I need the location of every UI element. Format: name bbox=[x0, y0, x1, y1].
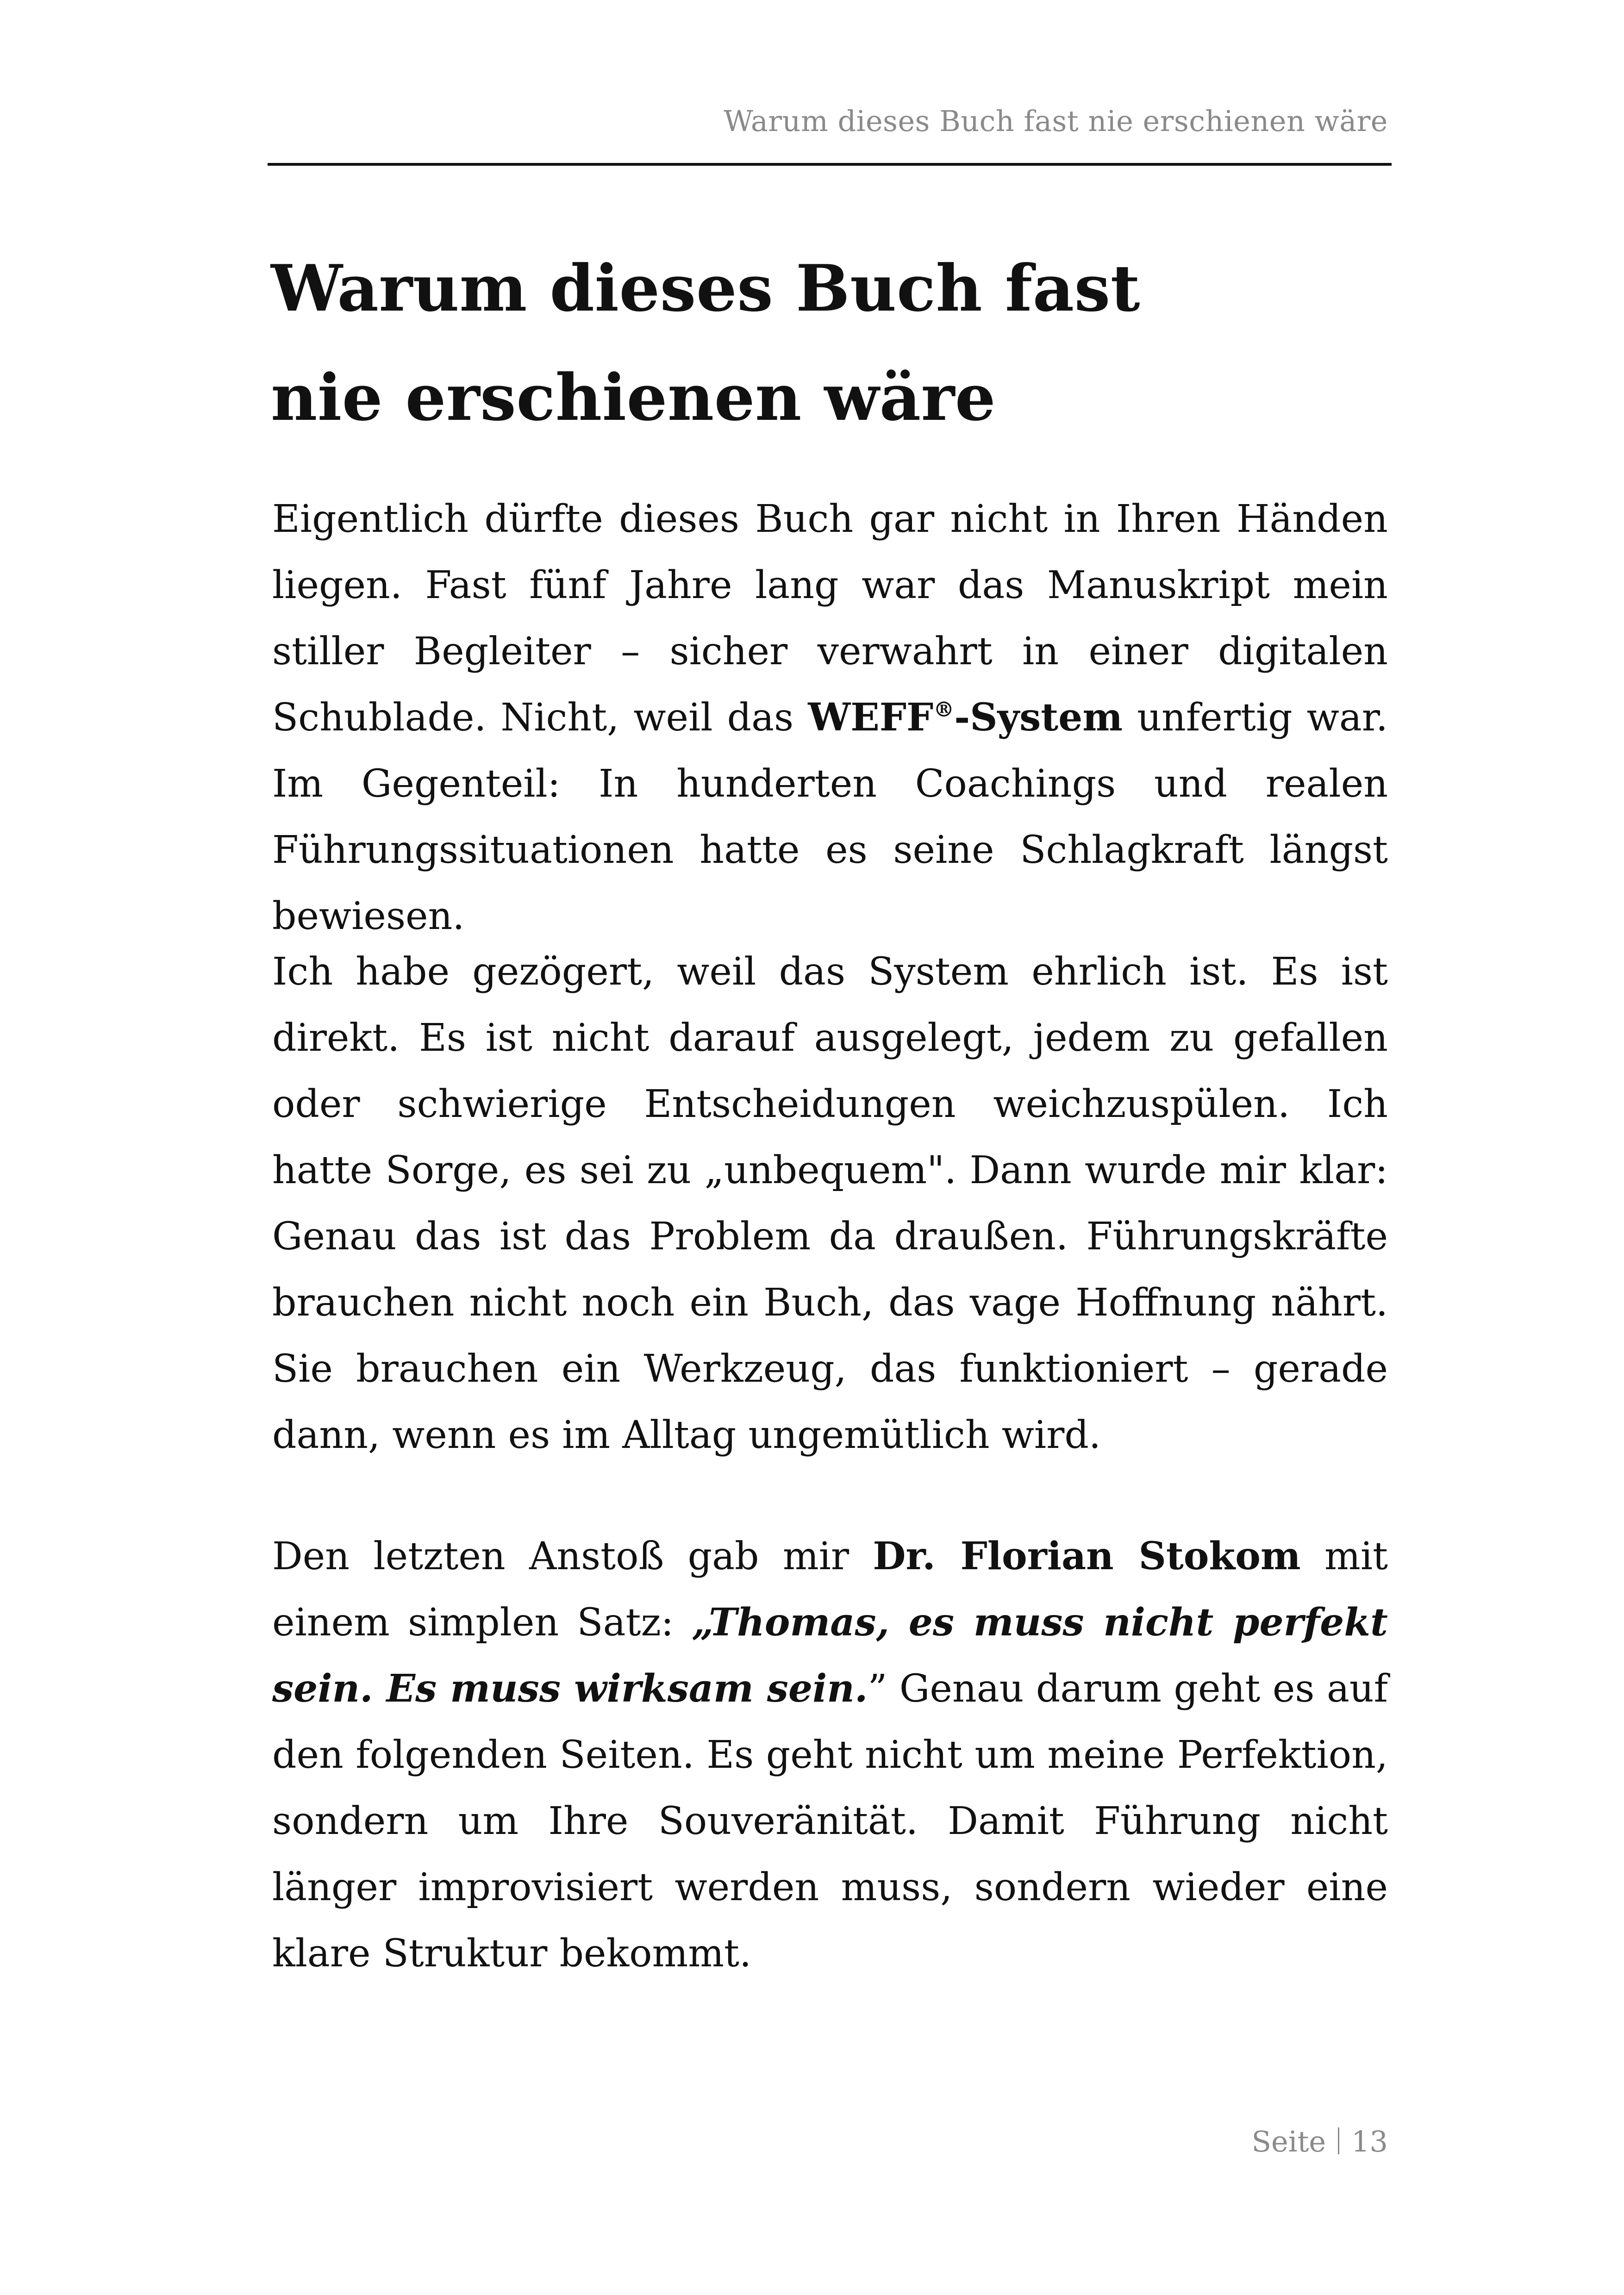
running-header: Warum dieses Buch fast nie erschienen wäre bbox=[724, 104, 1388, 138]
paragraph-3 bbox=[272, 1523, 1388, 1987]
brand-suffix: -System bbox=[954, 695, 1123, 740]
paragraph-2: Ich habe gezögert, weil das System ehrlich ist. Es ist direkt. Es ist nicht darauf ausgelegt, jedem zu gefallen oder schwierige Entscheidungen weichzuspülen. Ich hatte Sorge, es sei zu „unbequem". Dann wurde mir klar: Genau das ist das Problem da draußen. Führungskräfte brauchen nicht noch ein Buch, das vage Hoffnung nährt. Sie brauchen ein Werkzeug, das funktioniert – gerade dann, wenn es im Alltag ungemütlich wird. bbox=[272, 950, 1388, 1457]
paragraph-1-rest: unfertig war. Im Gegenteil: In hunderten Coachings und realen Führungssituationen hatte es seine Schlagkraft längst bewiesen. bbox=[272, 696, 1388, 938]
brand-name: WEFF bbox=[808, 695, 934, 740]
person-name: Dr. Florian Stokom bbox=[873, 1534, 1301, 1578]
chapter-title: Warum dieses Buch fast nie erschienen wäre bbox=[271, 250, 1141, 435]
paragraph-1-intro: Eigentlich dürfte dieses Buch gar nicht in Ihren Händen liegen. Fast fünf Jahre lang war das Manuskript mein stiller Begleiter – sicher verwahrt in einer digitalen Schublade. Nicht, weil das bbox=[272, 497, 1388, 740]
weff-system-term bbox=[808, 695, 1123, 740]
header-rule bbox=[268, 163, 1392, 166]
registered-mark: ® bbox=[933, 697, 955, 722]
paragraph-3-mid: mit einem simplen Satz: bbox=[272, 1534, 1388, 1645]
paragraph-3-rest: ” Genau darum geht es auf den folgenden Seiten. Es geht nicht um meine Perfektion, sondern um Ihre Souveränität. Damit Führung nicht länger improvisiert werden muss, sondern wieder eine klare Struktur bekommt. bbox=[272, 1667, 1388, 1976]
paragraph-3-intro: Den letzten Anstoß gab mir bbox=[272, 1534, 873, 1578]
paragraph-1 bbox=[272, 486, 1388, 949]
quote: „Thomas, es muss nicht perfekt sein. Es muss wirksam sein. bbox=[272, 1600, 1388, 1711]
page-number: 13 bbox=[1351, 2125, 1388, 2158]
footer-separator bbox=[1338, 2127, 1339, 2154]
page-label: Seite bbox=[1251, 2125, 1326, 2158]
page-footer bbox=[1251, 2125, 1388, 2158]
